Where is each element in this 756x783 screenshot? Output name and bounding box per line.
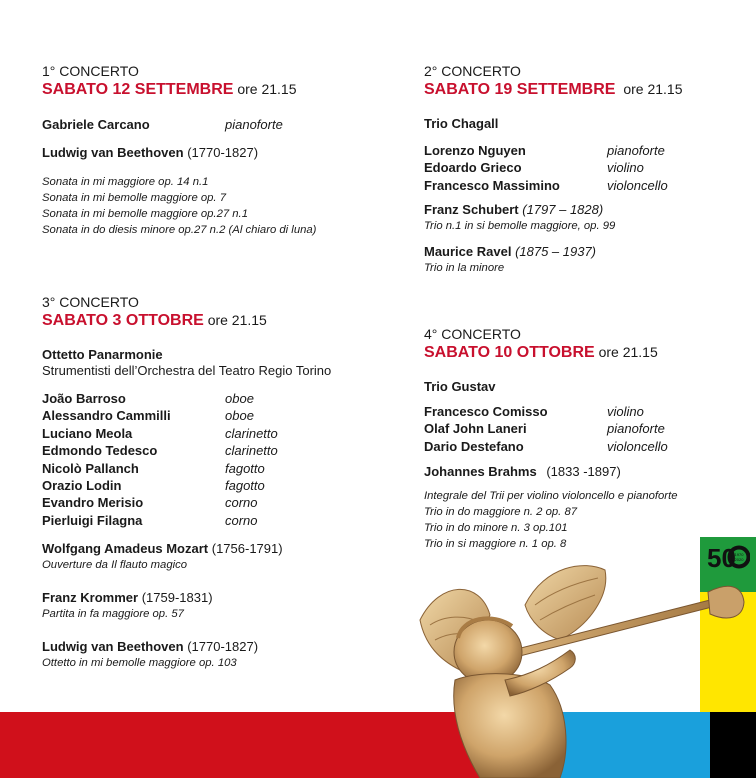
- player-instrument: oboe: [225, 391, 254, 406]
- logo-year-end: 2020: [734, 557, 744, 562]
- work-item: Trio in la minore: [424, 262, 505, 275]
- concert-number: 4° CONCERTO: [424, 326, 521, 342]
- player-name: João Barroso: [42, 391, 126, 406]
- concert-4: [424, 326, 744, 552]
- concert-date: SABATO 12 SETTEMBRE: [42, 81, 234, 98]
- player-name: Nicolò Pallanch: [42, 460, 139, 476]
- player-row: [42, 425, 402, 442]
- player-name: Alessandro Cammilli: [42, 408, 171, 424]
- concert-1: [42, 63, 382, 238]
- player-instrument: clarinetto: [225, 443, 278, 459]
- concert-number: 1° CONCERTO: [42, 63, 139, 79]
- composer-name: Maurice Ravel: [424, 244, 512, 260]
- program-item: [42, 589, 402, 622]
- player-instrument: violino: [607, 404, 644, 419]
- composer-years: (1770-1827): [187, 639, 259, 655]
- works-list: [42, 174, 382, 238]
- work-item: Sonata in do diesis minore op.27 n.2 (Al chiaro di luna): [42, 224, 317, 237]
- player-name: Francesco Comisso: [424, 404, 548, 419]
- concert-2: [424, 63, 744, 276]
- performer-name: Gabriele Carcano: [42, 117, 150, 132]
- player-name: Olaf John Laneri: [424, 421, 527, 437]
- cherub-trumpet-illustration: [410, 560, 750, 778]
- player-name: Edoardo Grieco: [424, 160, 522, 176]
- work-item: Trio n.1 in si bemolle maggiore, op. 99: [424, 220, 616, 233]
- program-item: [42, 540, 402, 573]
- concert-date-line: [424, 79, 744, 100]
- player-row: [42, 407, 402, 424]
- work-item: Trio in si maggiore n. 1 op. 8: [424, 538, 567, 551]
- composer-name: Johannes Brahms: [424, 464, 537, 480]
- player-name: Evandro Merisio: [42, 495, 144, 511]
- player-instrument: clarinetto: [225, 425, 278, 441]
- player-instrument: corno: [225, 512, 258, 528]
- composer-line: [42, 589, 402, 606]
- composer-line: [424, 463, 744, 480]
- concert-number: 2° CONCERTO: [424, 63, 521, 79]
- player-instrument: pianoforte: [607, 421, 665, 437]
- composer-line: [424, 243, 744, 260]
- player-name: Edmondo Tedesco: [42, 443, 158, 459]
- concert-date-line: [424, 342, 744, 363]
- player-row: [42, 494, 402, 511]
- composer-name: Ludwig van Beethoven: [42, 639, 184, 655]
- composer-years: (1756-1791): [211, 541, 283, 557]
- player-row: [42, 460, 402, 477]
- player-row: [424, 438, 744, 455]
- composer-line: [424, 201, 744, 218]
- composer-name: Ludwig van Beethoven: [42, 145, 184, 161]
- player-name: Pierluigi Filagna: [42, 512, 143, 528]
- concert-date-line: [42, 310, 402, 331]
- player-row: [424, 142, 744, 159]
- concert-date: SABATO 3 OTTOBRE: [42, 312, 204, 329]
- concert-date-line: [42, 79, 382, 100]
- composer-line: [42, 638, 402, 655]
- player-instrument: fagotto: [225, 478, 265, 494]
- player-row: [424, 159, 744, 176]
- player-row: [42, 477, 402, 494]
- concert-time: ore 21.15: [237, 81, 297, 97]
- player-row: [424, 177, 744, 194]
- player-name: Dario Destefano: [424, 438, 524, 454]
- concert-time: ore 21.15: [598, 344, 658, 360]
- concert-3: [42, 294, 402, 671]
- composer-name: Wolfgang Amadeus Mozart: [42, 541, 209, 557]
- program-item: [424, 243, 744, 276]
- player-row: [424, 420, 744, 437]
- works-list: [424, 488, 744, 552]
- composer-name: Franz Schubert: [424, 202, 519, 218]
- ensemble-subtitle: Strumentisti dell’Orchestra del Teatro Regio Torino: [42, 363, 332, 378]
- concert-number: 3° CONCERTO: [42, 294, 139, 310]
- program-item: [424, 201, 744, 234]
- ensemble-name: Ottetto Panarmonie: [42, 347, 163, 362]
- player-row: [42, 512, 402, 529]
- composer-name: Franz Krommer: [42, 590, 139, 606]
- logo-year-start: 1970: [734, 552, 744, 557]
- player-instrument: violoncello: [607, 177, 668, 193]
- work-item: Partita in fa maggiore op. 57: [42, 608, 184, 621]
- composer-years: (1770-1827): [187, 145, 259, 161]
- players-list: [424, 403, 744, 455]
- logo-number: 50: [707, 543, 736, 572]
- work-item: Trio in do maggiore n. 2 op. 87: [424, 506, 578, 519]
- player-instrument: corno: [225, 495, 258, 511]
- work-item: Integrale del Trii per violino violoncello e pianoforte: [424, 490, 678, 503]
- player-name: Orazio Lodin: [42, 478, 122, 494]
- performer-row: [42, 116, 382, 133]
- cherub-icon: [410, 560, 750, 778]
- player-instrument: violino: [607, 160, 644, 176]
- ensemble-name: Trio Chagall: [424, 116, 499, 131]
- players-list: [424, 142, 744, 194]
- player-name: Luciano Meola: [42, 425, 133, 441]
- player-instrument: fagotto: [225, 460, 265, 476]
- players-list: [42, 390, 402, 529]
- composer-years: (1833 -1897): [546, 464, 621, 480]
- concert-time: ore 21.15: [623, 81, 683, 97]
- performer-instrument: pianoforte: [225, 117, 283, 132]
- work-item: Ottetto in mi bemolle maggiore op. 103: [42, 657, 237, 670]
- player-row: [424, 403, 744, 420]
- concert-time: ore 21.15: [207, 312, 267, 328]
- player-instrument: pianoforte: [607, 143, 665, 158]
- player-instrument: oboe: [225, 408, 254, 424]
- composer-line: [42, 144, 382, 161]
- composer-years: (1875 – 1937): [515, 244, 597, 260]
- player-name: Francesco Massimino: [424, 177, 560, 193]
- player-row: [42, 390, 402, 407]
- player-instrument: violoncello: [607, 438, 668, 454]
- composer-line: [42, 540, 402, 557]
- work-item: Sonata in mi bemolle maggiore op.27 n.1: [42, 208, 248, 221]
- program-item: [42, 638, 402, 671]
- concert-date: SABATO 10 OTTOBRE: [424, 344, 595, 361]
- work-item: Sonata in mi bemolle maggiore op. 7: [42, 192, 226, 205]
- composer-years: (1797 – 1828): [522, 202, 604, 218]
- work-item: Sonata in mi maggiore op. 14 n.1: [42, 176, 209, 189]
- concert-date: SABATO 19 SETTEMBRE: [424, 81, 616, 98]
- composer-years: (1759-1831): [141, 590, 213, 606]
- player-name: Lorenzo Nguyen: [424, 143, 526, 158]
- player-row: [42, 442, 402, 459]
- ensemble-name: Trio Gustav: [424, 379, 496, 394]
- work-item: Ouverture da Il flauto magico: [42, 559, 188, 572]
- work-item: Trio in do minore n. 3 op.101: [424, 522, 568, 535]
